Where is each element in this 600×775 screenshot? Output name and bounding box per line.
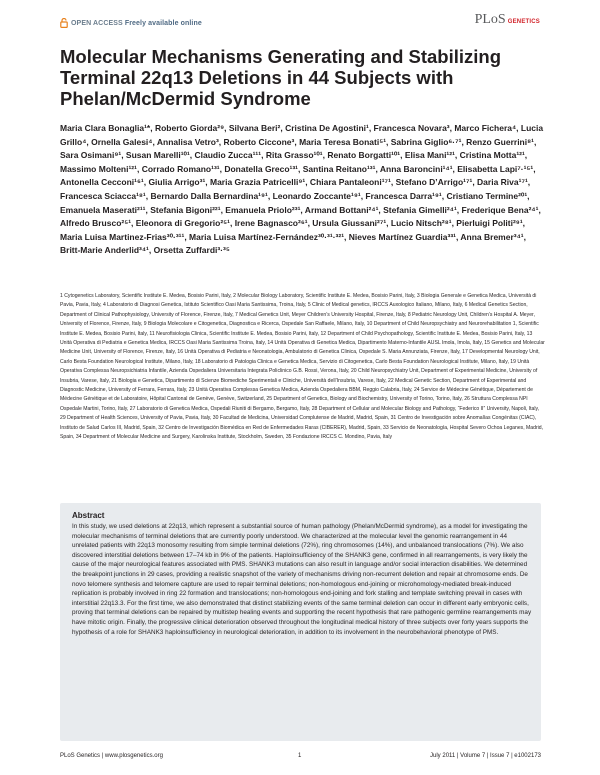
abstract-heading: Abstract	[72, 511, 105, 520]
open-access-label: OPEN ACCESS	[71, 19, 123, 27]
page-footer	[60, 753, 541, 763]
open-lock-icon	[60, 18, 68, 28]
journal-logo	[475, 12, 540, 28]
footer-page-number: 1	[298, 753, 302, 759]
footer-journal-site: PLoS Genetics | www.plosgenetics.org	[60, 753, 163, 759]
footer-issue-info: July 2011 | Volume 7 | Issue 7 | e1002173	[430, 753, 541, 759]
journal-logo-plos: PLoS	[474, 12, 506, 27]
abstract-text: In this study, we used deletions at 22q13, which represent a substantial source of human pathology (Phelan/McDermid syndrome), as a model for investigating the molecular mechanisms of terminal deletions that are currently poorly understood. We characterized at the molecular level the genomic rearrangement in 44 unrelated patients with 22q13 monosomy resulting from simple terminal deletions (72%), ring chromosomes (14%), and unbalanced translocations (7%). We also discovered interstitial deletions between 17–74 kb in 9% of the patients. Haploinsufficiency of the SHANK3 gene, confirmed in all rearrangements, is very likely the cause of the major neurological features associated with PMS. SHANK3 mutations can also result in language and/or social interaction disabilities. We determined the breakpoint junctions in 29 cases, providing a realistic snapshot of the variety of mechanisms driving non-recurrent deletion and repair at chromosome ends. De novo telomere synthesis and telomere capture are used to repair terminal deletions; non-homologous end-joining or microhomology-mediated break-induced replication is probably involved in ring 22 formation and translocations; non-homologous end-joining and fork stalling and template switching prevail in cases with interstitial 22q13.3. For the first time, we also demonstrated that distinct stabilizing events of the same terminal deletion can occur in different early embryonic cells, proving that terminal deletions can be repaired by multistep healing events and supporting the recent hypothesis that rare pathogenic germline rearrangements may have mitotic origin. Finally, the progressive clinical deterioration observed throughout the longitudinal medical history of three subjects over forty years supports the hypothesis of a role for SHANK3 haploinsufficiency in neurological deterioration, in addition to its involvement in the neurobehavioral phenotype of PMS.	[72, 523, 532, 636]
author-list: Maria Clara Bonaglia¹*, Roberto Giorda²⁹, Silvana Beri², Cristina De Agostini¹, Francesca Novara³, Marco Fichera⁴, Lucia Grillo⁴, Ornella Galesi⁴, Annalisa Vetro³, Roberto Ciccone³, Maria Teresa Bonati⁵¹, Sabrina Giglio⁶·⁷¹, Renzo Guerrini⁸¹, Sara Osimani⁹¹, Susan Marelli¹⁰¹, Claudio Zucca¹¹¹, Rita Grasso¹⁰¹, Renato Borgatti¹⁰¹, Elisa Mani¹²¹, Cristina Motta¹²¹, Massimo Molteni¹²¹, Corrado Romano¹³¹, Donatella Greco¹³¹, Santina Reitano¹³¹, Anna Baroncini¹⁴¹, Elisabetta Lapi⁷·¹⁵¹, Antonella Cecconi¹⁶¹, Giulia Arrigo³¹, Maria Grazia Patricelli⁹¹, Chiara Pantaleoni¹⁷¹, Stefano D’Arrigo¹⁷¹, Daria Riva¹⁷¹, Francesca Sciacca¹⁸¹, Bernardo Dalla Bernardina¹⁹¹, Leonardo Zoccante¹⁹¹, Francesca Darra¹⁹¹, Cristiano Termine²⁰¹, Emanuela Maserati²¹¹, Stefania Bigoni²²¹, Emanuela Priolo²³¹, Armand Bottani²⁴¹, Stefania Gimelli²⁴¹, Frederique Bena²⁴¹, Alfredo Brusco²⁵¹, Eleonora di Gregorio²⁵¹, Irene Bagnasco²⁶¹, Ursula Giussani²⁷¹, Lucio Nitsch²⁸¹, Pierluigi Politi²⁹¹, Maria Luisa Martinez-Frias³⁰·³¹¹, Maria Luisa Martínez-Fernández³⁰·³¹·³²¹, Nieves Martínez Guardia³³¹, Anna Bremer³⁴¹, Britt-Marie Anderlid³⁴¹, Orsetta Zuffardi³·³⁵	[60, 123, 544, 256]
abstract-box	[60, 503, 541, 741]
freely-available-label: Freely available online	[124, 19, 202, 27]
affiliations: 1 Cytogenetics Laboratory, Scientific Institute E. Medea, Bosisio Parini, Italy, 2 Molecular Biology Laboratory, Scientific Institute E. Medea, Bosisio Parini, Italy, 3 Biologia Generale e Genetica Medica, Università di Pavia, Pavia, Italy, 4 Laboratorio di Diagnosi Genetica, Istituto Scientifico Oasi Maria Santissima, Troina, Italy, 5 Clinic of Medical genetics, IRCCS Auxologico Italiano, Milano, Italy, 6 Medical Genetics Section, Department of Clinical Pathophysiology, University of Florence, Firenze, Italy, 7 Medical Genetics Unit, Meyer Children’s University Hospital, Firenze, Italy, 8 Pediatric Neurology Unit, Children’s Hospital A. Meyer, University of Florence, Firenze, Italy, 9 Biologia Molecolare e Citogenetica, Diagnostica e Ricerca, Ospedale San Raffaele, Milano, Italy, 10 Department of Child Neuropsychiatry and Neurorehabilitation 1, Scientific Institute E. Medea, Bosisio Parini, Italy, 11 Neurofisiologia Clinica, Scientific Institute E. Medea, Bosisio Parini, Italy, 12 Department of Child Psychopathology, Scientific Institute E. Medea, Bosisio Parini, Italy, 13 Unità Operativa di Pediatria e Genetica Medica, IRCCS Oasi Maria Santissima Troina, Italy, 14 Unità Operativa di Genetica Medica, Dipartimento Materno-Infantile AUSL Imola, Imola, Italy, 15 Genetics and Molecular Medicine Unit, University of Florence, Firenze, Italy, 16 Unità Operativa di Pediatria e Neonatologia, Ambulatorio di Genetica Clinica, Ospedale S. Maria Annunziata, Firenze, Italy, 17 Developmental Neurology Unit, Carlo Besta Foundation Neurological Institute, Milano, Italy, 18 Laboratorio di Patologia Clinica e Genetica Medica, Servizio di Citogenetica, Carlo Besta Foundation Neurological Institute, Milano, Italy, 19 Unità Operativa Complessa Neuropsichiatria Infantile, Azienda Ospedaliera Universitaria Integrata Policlinico G.B. Rossi, Verona, Italy, 20 Child Neuropsychiatry Unit, Department of Experimental Medicine, University of Insubria, Varese, Italy, 21 Biologia e Genetica, Dipartimento di Scienze Biomediche Sperimentali e Cliniche, Università dell’Insubria, Varese, Italy, 22 Medical Genetic Section, Department of Experimental and Diagnostic Medicine, University of Ferrara, Ferrara, Italy, 23 Unità Operativa Complessa Genetica Medica, Azienda Ospedaliera BBM, Reggio Calabria, Italy, 24 Service de Médecine Génétique, Département de Médecine Génétique et de Laboratoire, Hôpital Cantonal de Genève, Genève, Switzerland, 25 Department of Genetics, Biology and Biochemistry, University of Torino, Torino, Italy, 26 Struttura Complessa NPI Ospedale Martini, Torino, Italy, 27 Laboratorio di Genetica Medica, Ospedali Riuniti di Bergamo, Bergamo, Italy, 28 Department of Cellular and Molecular Biology and Pathology, “Federico II” University, Napoli, Italy, 29 Department of Health Sciences, University of Pavia, Pavia, Italy, 30 Facultad de Medicina, Universidad Complutense de Madrid, Madrid, Spain, 31 Centro de Investigación sobre Anomalías Congénitas (CIAC), Instituto de Salud Carlos III, Madrid, Spain, 32 Centro de Investigación Biomédica en Red de Enfermedades Raras (CIBERER), Madrid, Spain, 33 Servicio de Neonatología, Hospital Severo Ochoa Leganes, Madrid, Spain, 34 Department of Molecular Medicine and Surgery, Karolinska Institute, Stockholm, Sweden, 35 Fondazione IRCCS C. Mondino, Pavia, Italy	[60, 293, 545, 441]
page-header	[0, 0, 600, 36]
open-access-badge	[60, 18, 202, 28]
article-title: Molecular Mechanisms Generating and Stabilizing Terminal 22q13 Deletions in 44 Subjects with Phelan/McDermid Syndrome	[60, 46, 502, 109]
journal-logo-genetics: GENETICS	[507, 19, 540, 25]
